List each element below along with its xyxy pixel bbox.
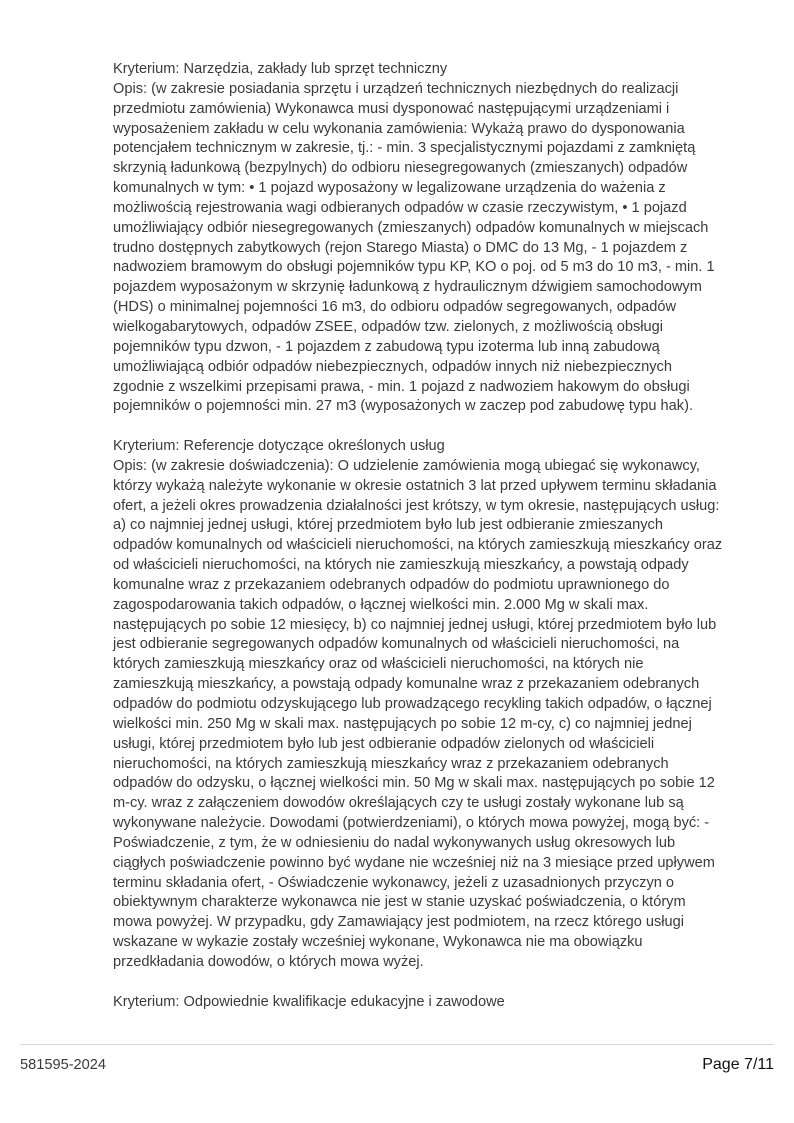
criterion-service-references [113,437,745,973]
text-line: usługi, której przedmiotem było lub jest odbieranie odpadów zielonych od właścicieli [113,735,655,752]
text-line: wykonywane należycie. Dowodami (potwierdzeniami), o których mowa powyżej, mogą być: - [113,815,710,832]
text-line: komunalne wraz z przekazaniem odebranych odpadów do podmiotu uprawnionego do [113,576,670,593]
text-line: nieruchomości, na których zamieszkują mieszkańcy wraz z przekazaniem odebranych [113,755,669,772]
document-body [113,60,745,1013]
text-line: przedmiotu zamówienia) Wykonawca musi dysponować następującymi urządzeniami i [113,100,670,117]
text-line: od właścicieli nieruchomości, na których nie zamieszkują mieszkańcy, a powstają odpady [113,557,689,574]
text-line: (HDS) o minimalnej pojemności 16 m3, do odbioru odpadów segregowanych, odpadów [113,299,676,316]
text-line: ofert, a jeżeli okres prowadzenia działalności jest krótszy, w tym okresie, następujących usług: [113,497,720,514]
text-line: przedkładania dowodów, o których mowa wyżej. [113,953,424,970]
text-line: zamieszkują mieszkańcy, a powstają odpady komunalne wraz z przekazaniem odebranych [113,676,700,693]
text-line: odpadów komunalnych od właścicieli nieruchomości, na których zamieszkują mieszkańcy oraz [113,537,723,554]
text-line: nadwoziem bramowym do obsługi pojemników typu KP, KO o poj. od 5 m3 do 10 m3, - min. 1 [113,259,715,276]
text-line: umożliwiający odbiór niesegregowanych (zmieszanych) odpadów komunalnych w miejscach [113,219,709,236]
text-line: skrzynią ładunkową (bezpylnych) do odbioru niesegregowanych (zmieszanych) odpadów [113,160,688,177]
text-line: umożliwiającą odbiór odpadów niebezpiecznych, odpadów innych niż niebezpiecznych [113,358,672,375]
text-line: obiektywnym charakterze wykonawca nie jest w stanie uzyskać poświadczenia, o którym [113,894,686,911]
criterion-qualifications [113,993,745,1013]
criterion-title: Kryterium: Narzędzia, zakłady lub sprzęt techniczny [113,61,448,77]
text-line: ciągłych poświadczenie powinno być wydane nie wcześniej niż na 3 miesiące przed upływem [113,854,715,871]
text-line: pojemników o pojemności min. 27 m3 (wyposażonych w zaczep pod zabudowę typu hak). [113,398,693,415]
text-line: potencjałem technicznym w zakresie, tj.: - min. 3 specjalistycznymi pojazdami z zamkniętą [113,140,696,157]
text-line: wskazane w wykazie zostały wcześniej wykonane, Wykonawca nie ma obowiązku [113,934,643,951]
text-line: komunalnych w tym: • 1 pojazd wyposażony w legalizowane urządzenia do ważenia z [113,180,666,197]
text-line: zgodnie z wszelkimi przepisami prawa, - min. 1 pojazd z nadwoziem hakowym do obsługi [113,378,690,395]
criterion-technical-equipment [113,60,745,417]
criterion-title: Kryterium: Odpowiednie kwalifikacje edukacyjne i zawodowe [113,993,505,1010]
text-line: wielkogabarytowych, odpadów ZSEE, odpadów tzw. zielonych, z możliwością obsługi [113,318,663,335]
text-line: odpadów do podmiotu odzyskującego lub prowadzącego recykling takich odpadów, o łącznej [113,696,712,712]
text-line: Opis: (w zakresie posiadania sprzętu i urządzeń technicznych niezbędnych do realizacji [113,80,679,97]
text-line: pojemników typu dzwon, - 1 pojazdem z zabudową typu izoterma lub inną zabudową [113,338,660,355]
text-line: Poświadczenie, z tym, że w odniesieniu do nadal wykonywanych usług okresowych lub [113,834,676,851]
text-line: którzy wykażą należyte wykonanie w okresie ostatnich 3 lat przed upływem terminu składania [113,477,717,494]
text-line: terminu składania ofert, - Oświadczenie wykonawcy, jeżeli z uzasadnionych przyczyn o [113,874,675,891]
text-line: możliwością rejestrowania wagi odbieranych odpadów w czasie rzeczywistym, • 1 pojazd [113,199,687,216]
text-line: mowa powyżej. W przypadku, gdy Zamawiający jest podmiotem, na rzecz którego usługi [113,914,685,931]
text-line: których zamieszkują mieszkańcy oraz od właścicieli nieruchomości, na których nie [113,656,644,673]
text-line: jest odbieranie segregowanych odpadów komunalnych od właścicieli nieruchomości, na [113,636,680,653]
footer-divider [20,1044,774,1045]
text-line: Opis: (w zakresie doświadczenia): O udzielenie zamówienia mogą ubiegać się wykonawcy, [113,457,700,474]
text-line: następujących po sobie 12 miesięcy, b) co najmniej jednej usługi, której przedmiotem było lub [113,616,717,633]
text-line: odpadów do odzysku, o łącznej wielkości min. 50 Mg w skali max. następujących po sobie 12 [113,775,715,792]
document-id: 581595-2024 [20,1057,107,1073]
page-number: Page 7/11 [702,1056,774,1073]
text-line: trudno dostępnych zabytkowych (rejon Starego Miasta) o DMC do 13 Mg, - 1 pojazdem z [113,239,688,256]
text-line: wielkości min. 250 Mg w skali max. następujących po sobie 12 m-cy, c) co najmniej jednej [113,715,692,732]
text-line: wyposażeniem zakładu w celu wykonania zamówienia: Wykażą prawo do dysponowania [113,120,685,137]
text-line: zagospodarowania takich odpadów, o łącznej wielkości min. 2.000 Mg w skali max. [113,596,649,613]
text-line: pojazdem wyposażonym w skrzynię ładunkową z hydraulicznym dźwigiem samochodowym [113,279,702,296]
criterion-title: Kryterium: Referencje dotyczące określonych usług [113,438,445,455]
text-line: a) co najmniej jednej usługi, której przedmiotem było lub jest odbieranie zmieszanych [113,517,663,534]
text-line: m-cy. wraz z załączeniem dowodów określających czy te usługi zostały wykonane lub są [113,795,684,812]
